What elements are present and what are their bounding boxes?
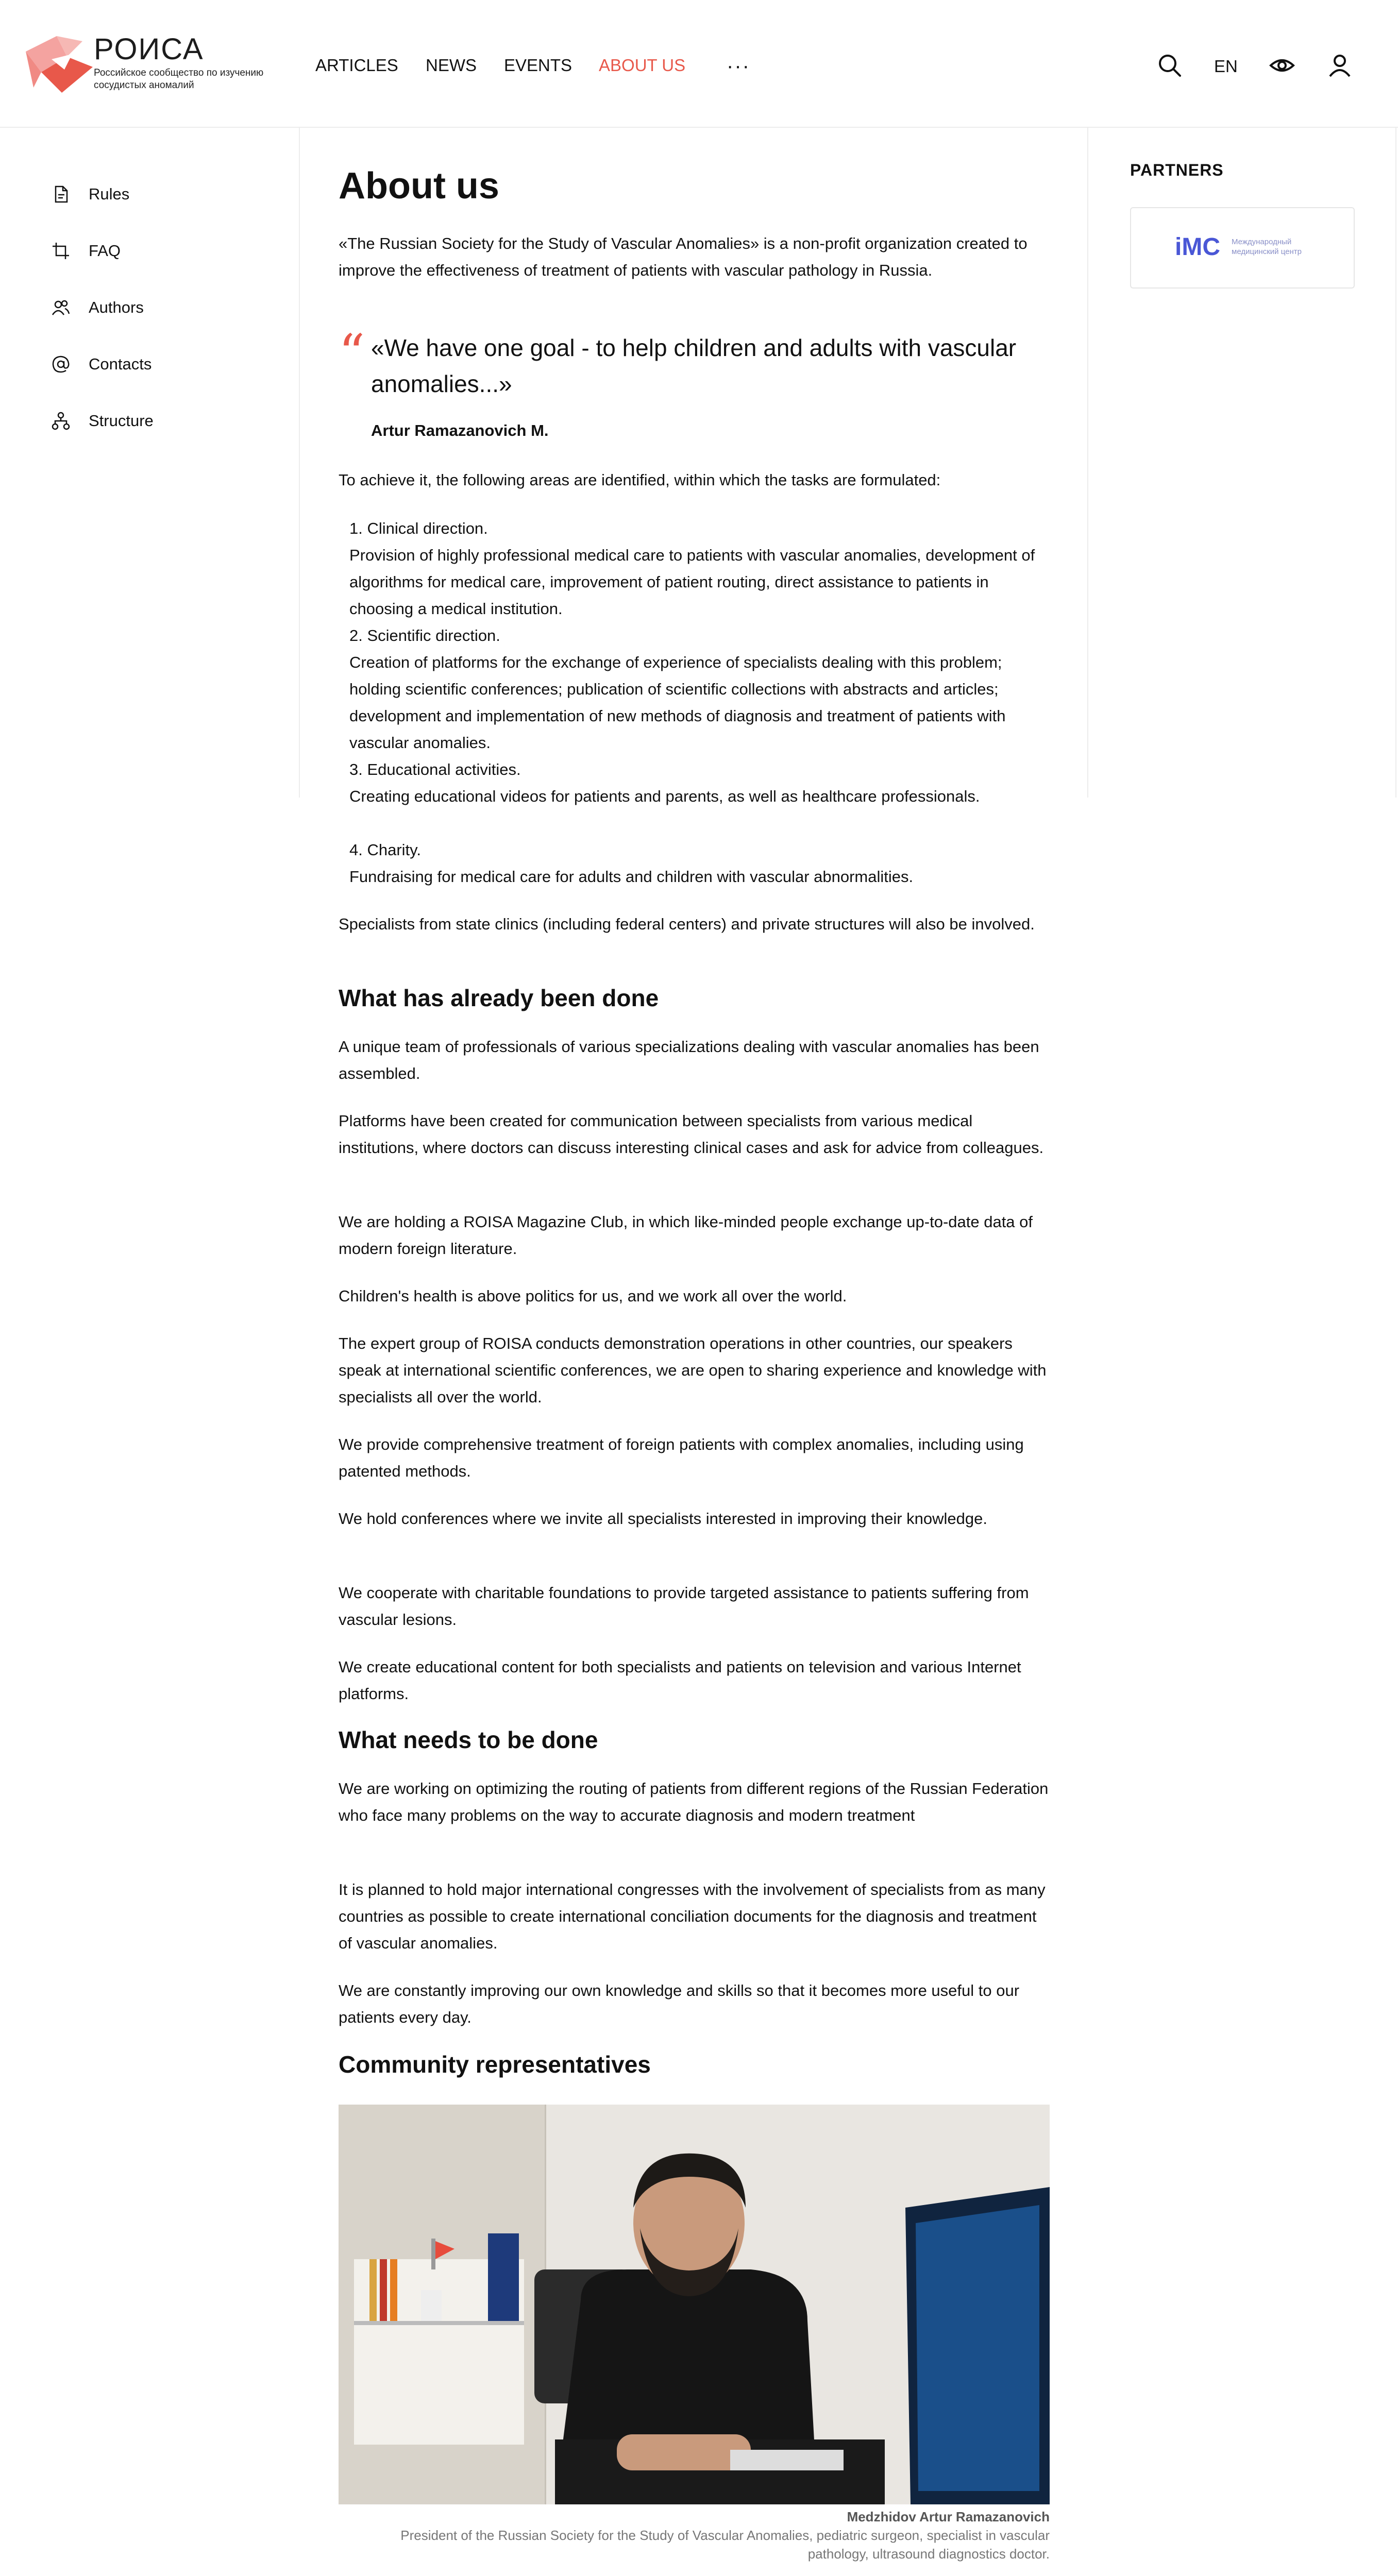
- area-title: 4. Charity.: [349, 841, 421, 859]
- nav-about-us[interactable]: ABOUT US: [599, 56, 686, 75]
- specialists-paragraph: Specialists from state clinics (including federal centers) and private structures will also be involved.: [339, 915, 1035, 933]
- language-switch[interactable]: EN: [1214, 57, 1238, 76]
- todo-item: We are working on optimizing the routing of patients from different regions of the Russian Federation who face many problems on the way to accurate diagnosis and modern treatment: [339, 1780, 1049, 1824]
- sidebar-item-authors[interactable]: [52, 291, 258, 322]
- areas-intro: To achieve it, the following areas are identified, within which the tasks are formulated:: [339, 471, 941, 489]
- structure-icon: [52, 412, 70, 430]
- sidebar-item-structure[interactable]: [52, 404, 258, 435]
- done-item: We hold conferences where we invite all specialists interested in improving their knowledge.: [339, 1510, 988, 1528]
- users-icon: [52, 298, 70, 317]
- logo-title: РОИСА: [94, 32, 204, 66]
- representative-photo: [339, 2105, 1050, 2504]
- sidebar-item-label: Structure: [89, 412, 154, 430]
- nav-events[interactable]: EVENTS: [504, 56, 572, 75]
- document-icon: [52, 185, 70, 204]
- done-item: The expert group of ROISA conducts demonstration operations in other countries, our speakers speak at international scientific conferences, we are open to sharing experience and knowledge with specialists all over the world.: [339, 1334, 1047, 1406]
- quote-icon: “: [339, 323, 365, 383]
- sidebar-item-label: FAQ: [89, 242, 121, 260]
- nav-articles[interactable]: ARTICLES: [315, 56, 398, 75]
- sidebar-item-faq[interactable]: [52, 234, 258, 265]
- partners-heading: PARTNERS: [1130, 161, 1224, 179]
- sidebar-item-label: Authors: [89, 298, 144, 316]
- nav-news[interactable]: NEWS: [426, 56, 477, 75]
- sidebar-item-rules[interactable]: [52, 178, 258, 209]
- todo-item: We are constantly improving our own knowledge and skills so that it becomes more useful to our patients every day.: [339, 1981, 1020, 2026]
- search-icon[interactable]: [1157, 53, 1183, 78]
- sidebar-item-contacts[interactable]: [52, 348, 258, 379]
- representative-name: Medzhidov Artur Ramazanovich: [847, 2509, 1050, 2524]
- page-title: About us: [339, 165, 499, 207]
- area-text: Provision of highly professional medical care to patients with vascular anomalies, development of algorithms for medical care, improvement of patient routing, direct assistance to patients in choosing a medical institution.: [349, 546, 1035, 618]
- done-item: Children's health is above politics for us, and we work all over the world.: [339, 1287, 847, 1305]
- user-icon[interactable]: [1327, 53, 1353, 78]
- done-item: We create educational content for both specialists and patients on television and various Internet platforms.: [339, 1658, 1021, 1703]
- partner-logo-subtitle: Международный медицинский центр: [1232, 238, 1302, 256]
- logo-icon: [21, 31, 98, 98]
- intro-paragraph: «The Russian Society for the Study of Vascular Anomalies» is a non-profit organization created to improve the effectiveness of treatment of patients with vascular pathology in Russia.: [339, 234, 1028, 279]
- partner-logo: iMC: [1175, 233, 1220, 261]
- done-item: A unique team of professionals of various specializations dealing with vascular anomalies has been assembled.: [339, 1038, 1039, 1082]
- section-heading-representatives: Community representatives: [339, 2051, 651, 2078]
- sidebar-item-label: Rules: [89, 185, 130, 203]
- area-text: Creating educational videos for patients and parents, as well as healthcare professionals.: [349, 787, 980, 805]
- right-column-divider: [1087, 128, 1088, 798]
- page-edge-divider: [1395, 128, 1396, 798]
- area-title: 2. Scientific direction.: [349, 626, 500, 645]
- done-item: Platforms have been created for communication between specialists from various medical institutions, where doctors can discuss interesting clinical cases and ask for advice from colleagues.: [339, 1112, 1044, 1157]
- quote-text: «We have one goal - to help children and adults with vascular anomalies...»: [371, 334, 1017, 397]
- sidebar-item-label: Contacts: [89, 355, 152, 373]
- representative-caption: [339, 2507, 1050, 2563]
- quote-author: Artur Ramazanovich M.: [371, 421, 549, 439]
- section-heading-done: What has already been done: [339, 985, 659, 1011]
- sidebar-divider: [299, 128, 300, 798]
- area-title: 3. Educational activities.: [349, 760, 521, 778]
- more-menu-button[interactable]: ···: [727, 55, 750, 77]
- logo-subtitle: Российское сообщество по изучению сосудистых аномалий: [94, 67, 264, 91]
- at-icon: [52, 355, 70, 374]
- representative-role: President of the Russian Society for the Study of Vascular Anomalies, pediatric surgeon, specialist in vascular pathology, ultrasound diagnostics doctor.: [400, 2528, 1050, 2562]
- done-item: We cooperate with charitable foundations to provide targeted assistance to patients suffering from vascular lesions.: [339, 1584, 1029, 1629]
- done-item: We provide comprehensive treatment of foreign patients with complex anomalies, including using patented methods.: [339, 1435, 1024, 1480]
- accessibility-eye-icon[interactable]: [1269, 53, 1295, 78]
- section-heading-todo: What needs to be done: [339, 1726, 598, 1753]
- crop-icon: [52, 242, 70, 260]
- area-title: 1. Clinical direction.: [349, 519, 488, 537]
- todo-item: It is planned to hold major international congresses with the involvement of specialists from as many countries as possible to create international conciliation documents for the diagnosis and treatment of vascular anomalies.: [339, 1880, 1046, 1952]
- done-item: We are holding a ROISA Magazine Club, in which like-minded people exchange up-to-date data of modern foreign literature.: [339, 1213, 1033, 1258]
- area-text: Fundraising for medical care for adults and children with vascular abnormalities.: [349, 868, 914, 886]
- area-text: Creation of platforms for the exchange of experience of specialists dealing with this problem; holding scientific conferences; publication of scientific collections with abstracts and articles; development and implementation of new methods of diagnosis and treatment of patients with vascular anomalies.: [349, 653, 1006, 752]
